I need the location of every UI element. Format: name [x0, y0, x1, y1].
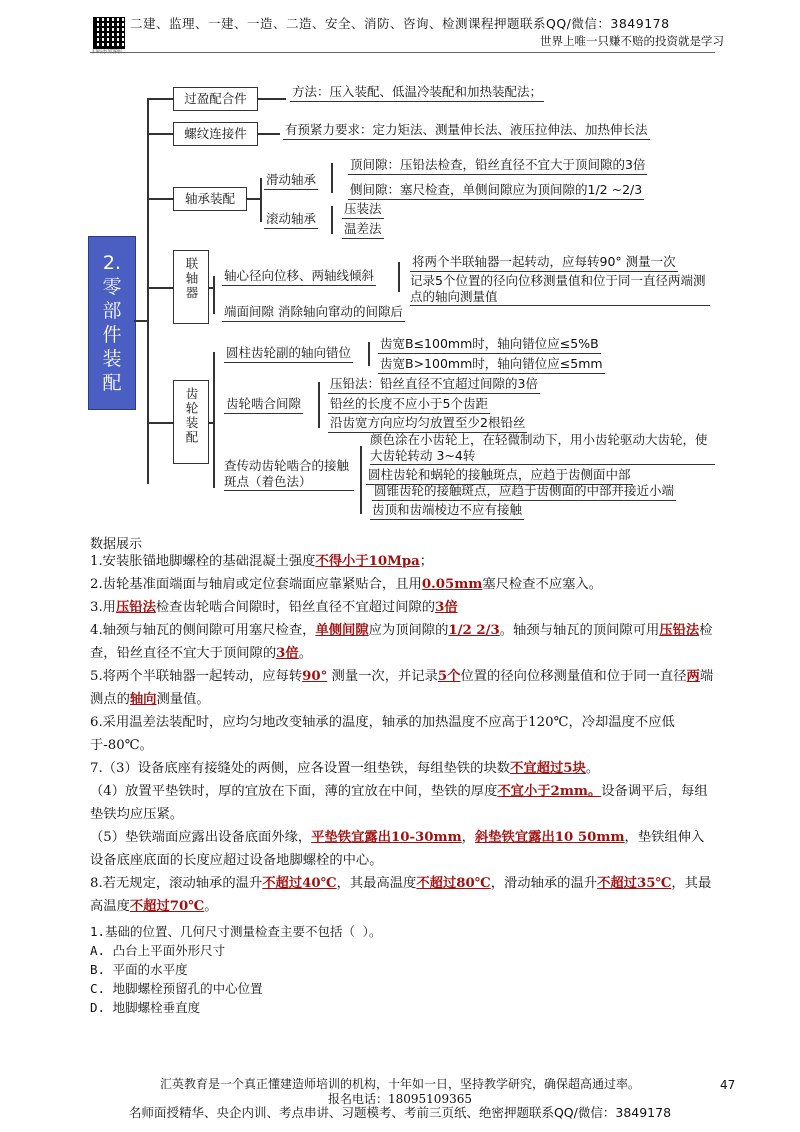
press-fit-method: 压装法: [342, 199, 384, 219]
gear-axial-small: 齿宽B≤100mm时，轴向错位应≤5%B: [378, 334, 601, 354]
item-7-3: 7.（3）设备底座有接缝处的两侧，应各设置一组垫铁，每组垫铁的块数不宜超过5块。: [90, 761, 600, 776]
footer-phone: 报名电话：18095109365: [328, 1092, 472, 1106]
page-number: 47: [720, 1078, 736, 1092]
item-7-5: （5）垫铁端面应露出设备底面外缘，平垫铁宜露出10-30mm，斜垫铁宜露出10 50mm，垫铁组伸入设备底座底面的长度应超过设备地脚螺栓的中心。: [90, 830, 705, 868]
footer-services: 名师面授精华、央企内训、考点串讲、习题模考、考前三页纸、绝密押题联系QQ/微信：3849178: [128, 1105, 672, 1120]
item-8: 8.若无规定，滚动轴承的温升不超过40℃，其最高温度不超过80℃，滑动轴承的温升不超过35℃，其最高温度不超过70℃。: [90, 876, 712, 914]
qr-code: [93, 17, 125, 49]
item-4: 4.轴颈与轴瓦的侧间隙可用塞尺检查，单侧间隙应为顶间隙的1/2 2/3。轴颈与轴瓦的顶间隙可用压铅法检查，铅丝直径不宜大于顶间隙的3倍。: [90, 623, 713, 661]
gear-mesh-length: 铅丝的长度不应小于5个齿距: [328, 394, 490, 414]
gear-contact-edge: 齿顶和齿端棱边不应有接触: [370, 500, 524, 520]
sliding-side-gap: 侧间隙：塞尺检查，单侧间隙应为顶间隙的1/2 ~2/3: [348, 180, 644, 200]
header-slogan: 世界上唯一只赚不赔的投资就是学习: [540, 34, 724, 48]
mindmap-root: 2. 零部件装配: [88, 236, 136, 410]
option-d: D. 地脚螺栓垂直度: [90, 1000, 201, 1015]
branch-bearing: 轴承装配: [173, 187, 247, 211]
gear-mesh-gap: 齿轮啮合间隙: [224, 394, 303, 414]
b1-detail: 方法：压入装配、低温冷装配和加热装配法；: [290, 82, 544, 102]
gear-contact: 查传动齿轮啮合的接触斑点（着色法）: [224, 458, 354, 491]
gear-contact-bevel: 圆锥齿轮的接触斑点，应趋于齿侧面的中部并接近小端: [372, 481, 676, 501]
radial-record: 记录5个位置的径向位移测量值和位于同一直径两端测点的轴向测量值: [410, 273, 710, 306]
sliding-bearing: 滑动轴承: [264, 170, 318, 190]
option-a: A. 凸台上平面外形尺寸: [90, 943, 226, 958]
item-6: 6.采用温差法装配时，应均匀地改变轴承的温度，轴承的加热温度不应高于120℃，冷却温度不应低于-80℃。: [90, 715, 675, 753]
gear-axial-offset: 圆柱齿轮副的轴向错位: [224, 343, 353, 363]
option-b: B. 平面的水平度: [90, 962, 188, 977]
gear-axial-large: 齿宽B>100mm时，轴向错位应≤5mm: [378, 354, 605, 374]
rolling-bearing: 滚动轴承: [264, 209, 318, 229]
item-1: 1.安装胀锚地脚螺栓的基础混凝土强度不得小于10Mpa；: [90, 554, 434, 569]
sliding-top-gap: 顶间隙：压铅法检查，铅丝直径不宜大于顶间隙的3倍: [348, 155, 647, 175]
option-c: C. 地脚螺栓预留孔的中心位置: [90, 981, 263, 996]
question-stem: 1.基础的位置、几何尺寸测量检查主要不包括（ ）。: [90, 924, 382, 939]
header-rule: [90, 52, 715, 53]
radial-rotate: 将两个半联轴器一起转动，应每转90° 测量一次: [410, 252, 678, 272]
end-gap: 端面间隙 消除轴向窜动的间隙后: [222, 302, 405, 322]
item-3: 3.用压铅法检查齿轮啮合间隙时，铅丝直径不宜超过间隙的3倍: [90, 600, 458, 615]
section-title: 数据展示: [90, 537, 143, 552]
branch-coupling: 联轴器: [173, 250, 209, 324]
gear-contact-paint: 颜色涂在小齿轮上，在轻微制动下，用小齿轮驱动大齿轮，使大齿轮转动 3~4转: [370, 432, 715, 465]
branch-threaded: 螺纹连接件: [173, 122, 258, 146]
item-5: 5.将两个半联轴器一起转动，应每转90° 测量一次，并记录5个位置的径向位移测量值和位于同一直径两端测点的轴向测量值。: [90, 669, 714, 707]
item-2: 2.齿轮基准面端面与轴肩或定位套端面应靠紧贴合，且用0.05mm塞尺检查不应塞入。: [90, 577, 603, 592]
branch-interference-fit: 过盈配合件: [173, 87, 258, 111]
gear-mesh-lead: 压铅法：铅丝直径不宜超过间隙的3倍: [328, 374, 540, 394]
gear-contact-cylindrical: 圆柱齿轮和蜗轮的接触斑点，应趋于齿侧面中部: [366, 465, 633, 485]
b2-detail: 有预紧力要求：定力矩法、测量伸长法、液压拉伸法、加热伸长法: [283, 120, 650, 140]
header-contact: 二建、监理、一建、一造、二造、安全、消防、咨询、检测课程押题联系QQ/微信：3849178: [130, 16, 670, 31]
temp-diff-method: 温差法: [342, 219, 384, 239]
radial-displacement: 轴心径向位移、两轴线倾斜: [222, 266, 376, 286]
branch-gear: 齿轮装配: [173, 380, 209, 464]
footer-intro: 汇英教育是一个真正懂建造师培训的机构，十年如一日，坚持教学研究，确保超高通过率。: [159, 1077, 640, 1091]
item-7-4: （4）放置平垫铁时，厚的宜放在下面，薄的宜放在中间，垫铁的厚度不宜小于2mm。设备调平后，每组垫铁均应压紧。: [90, 784, 708, 822]
gear-mesh-count: 沿齿宽方向应均匀放置至少2根铅丝: [328, 413, 527, 433]
